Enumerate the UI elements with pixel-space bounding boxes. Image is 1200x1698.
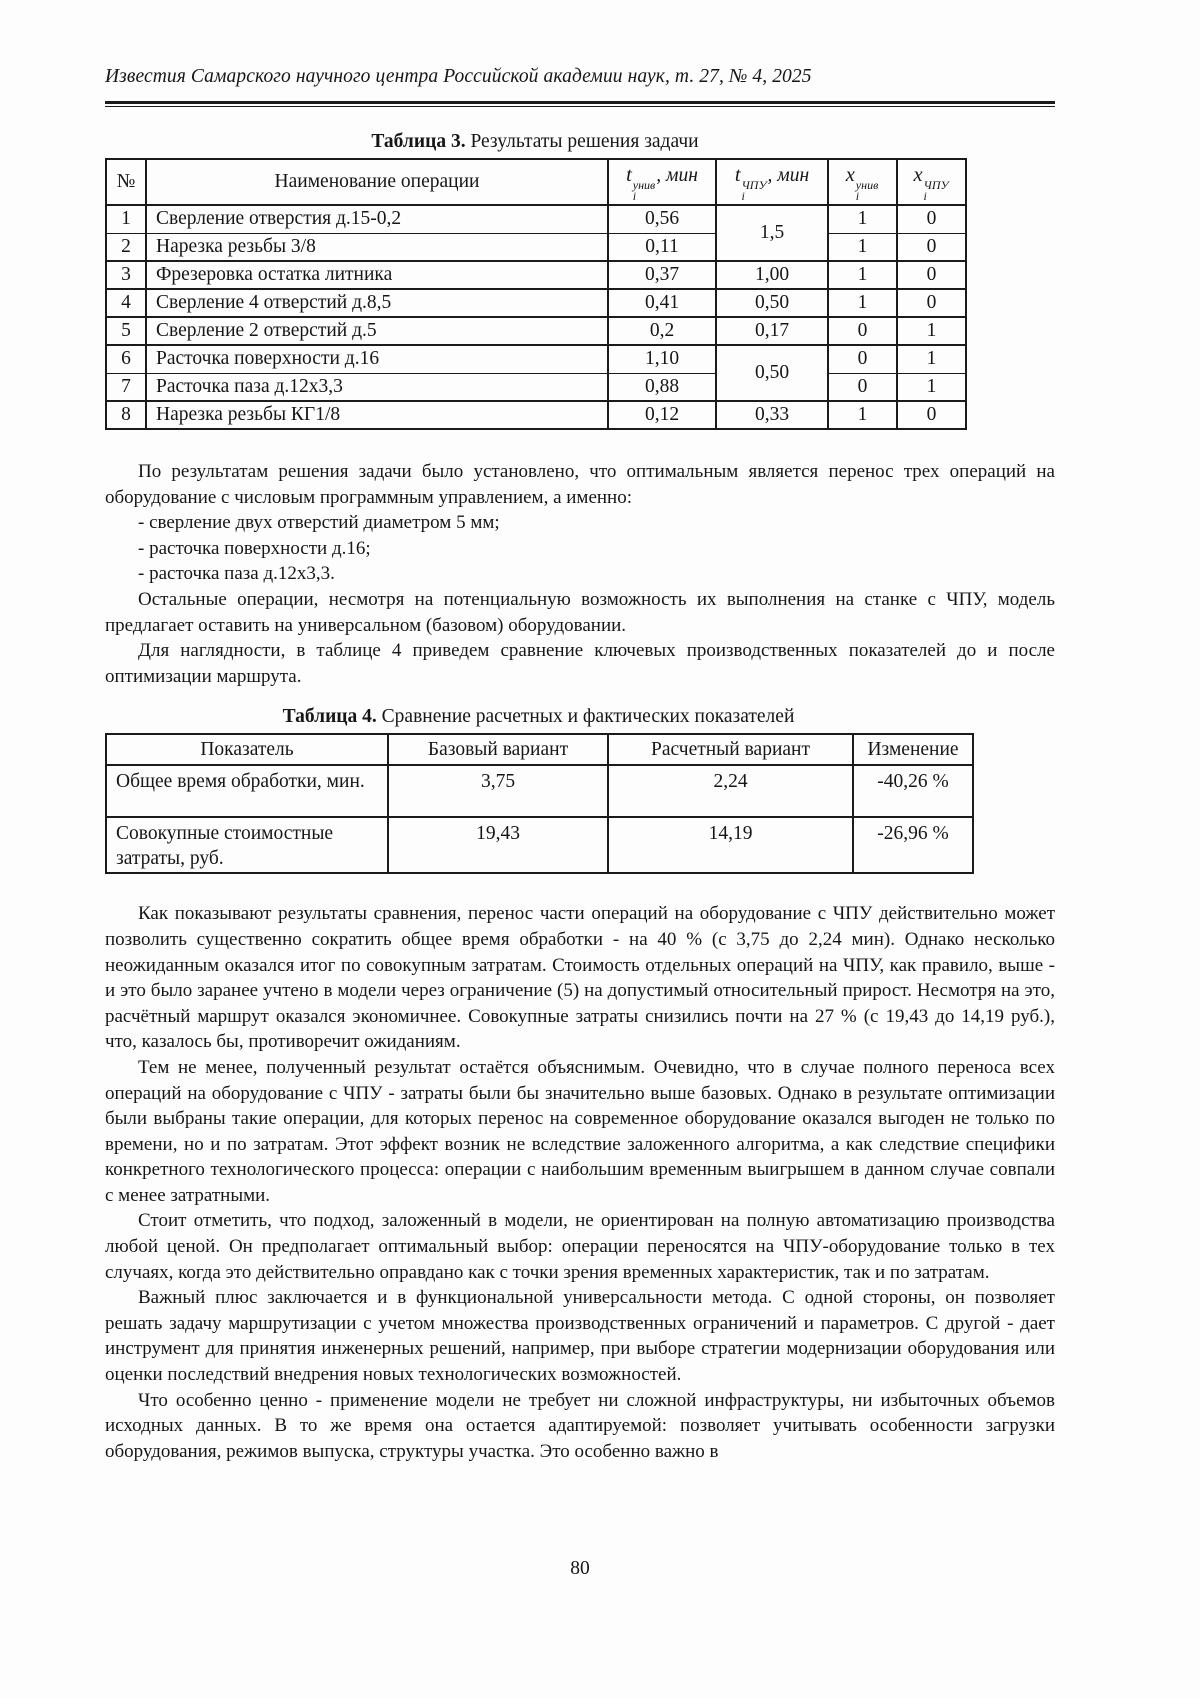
col-header-indicator: Показатель (106, 734, 388, 765)
table-row (106, 289, 966, 317)
cell-x-univ: 1 (828, 261, 897, 289)
cell-x-cnc: 0 (897, 401, 966, 429)
math-scripts: унив i (632, 177, 656, 203)
cell-x-univ: 0 (828, 345, 897, 373)
cell-x-cnc: 0 (897, 205, 966, 233)
table-row (106, 373, 966, 401)
cell-operation: Расточка паза д.12х3,3 (146, 373, 608, 401)
cell-t-univ: 0,56 (608, 205, 716, 233)
paragraph: По результатам решения задачи было установлено, что оптимальным является перенос трех операций на оборудование с числовым программным управлением, а именно: (105, 461, 1055, 508)
cell-indicator: Совокупные стоимостные затраты, руб. (106, 817, 388, 873)
col-header-calc: Расчетный вариант (608, 734, 853, 765)
cell-change-value: -26,96 % (853, 817, 973, 873)
col-header-x-cnc (897, 159, 966, 205)
cell-num: 3 (106, 261, 146, 289)
cell-x-cnc: 1 (897, 345, 966, 373)
table4-caption-label: Таблица 4. (282, 706, 377, 728)
comparison-table (105, 733, 974, 874)
cell-num: 6 (106, 345, 146, 373)
paragraph: Тем не менее, полученный результат остаётся объяснимым. Очевидно, что в случае полного переноса всех операций на оборудование с ЧПУ - затраты были бы значительно выше базовых. Однако в результате оптимизации были выбраны такие операции, для которых перенос на современное оборудование оказался выгоден не только по времени, но и по затратам. Этот эффект возник не вследствие заложенного алгоритма, а как следствие специфики конкретного технологического процесса: операции с наибольшим временным выигрышем в данном случае совпали с менее затратными. (105, 1056, 1055, 1206)
table3-caption-text: Результаты решения задачи (465, 131, 699, 152)
col-header-t-univ (608, 159, 716, 205)
cell-t-univ: 0,12 (608, 401, 716, 429)
list-item: - расточка поверхности д.16; (138, 537, 371, 559)
cell-x-univ: 1 (828, 289, 897, 317)
paragraph: Важный плюс заключается и в функциональной универсальности метода. С одной стороны, он позволяет решать задачу маршрутизации с учетом множества производственных ограничений и параметров. С другой - дает инструмент для принятия инженерных решений, например, при выборе стратегии модернизации оборудования или оценки последствий внедрения новых технологических возможностей. (105, 1287, 1055, 1386)
paragraph: Что особенно ценно - применение модели не требует ни сложной инфраструктуры, ни избыточных объемов исходных данных. В то же время она остается адаптируемой: позволяет учитывать особенности загрузки оборудования, режимов выпуска, структуры участка. Это особенно важно в (105, 1389, 1055, 1462)
cell-x-univ: 1 (828, 205, 897, 233)
cell-x-cnc: 1 (897, 317, 966, 345)
header-divider (105, 101, 1055, 107)
cell-x-cnc: 1 (897, 373, 966, 401)
table3-caption-label: Таблица 3. (371, 131, 466, 152)
math-var: t (626, 163, 632, 186)
cell-t-univ: 0,41 (608, 289, 716, 317)
cell-t-univ: 0,88 (608, 373, 716, 401)
journal-header: Известия Самарского научного центра Российской академии наук, т. 27, № 4, 2025 (105, 66, 812, 87)
cell-calc-value: 2,24 (608, 765, 853, 817)
results-table (105, 158, 967, 430)
cell-change-value: -40,26 % (853, 765, 973, 817)
cell-x-univ: 1 (828, 401, 897, 429)
col-header-base: Базовый вариант (388, 734, 608, 765)
cell-operation: Нарезка резьбы 3/8 (146, 233, 608, 261)
cell-num: 1 (106, 205, 146, 233)
math-scripts: ЧПУ i (741, 177, 767, 203)
cell-x-univ: 0 (828, 373, 897, 401)
col-header-x-univ (828, 159, 897, 205)
body-text-block-1 (105, 459, 1055, 689)
math-scripts: ЧПУ i (923, 177, 949, 203)
col-header-operation: Наименование операции (146, 159, 608, 205)
col-header-change: Изменение (853, 734, 973, 765)
table-row (106, 345, 966, 373)
cell-base-value: 3,75 (388, 765, 608, 817)
cell-num: 8 (106, 401, 146, 429)
cell-t-cnc-merged: 0,50 (716, 345, 828, 401)
body-text-block-2 (105, 901, 1055, 1464)
paragraph: Стоит отметить, что подход, заложенный в модели, не ориентирован на полную автоматизацию производства любой ценой. Он предполагает оптимальный выбор: операции переносятся на ЧПУ-оборудование только в тех случаях, когда это действительно оправдано как с точки зрения временных характеристик, так и по затратам. (105, 1210, 1055, 1283)
cell-x-cnc: 0 (897, 289, 966, 317)
cell-t-cnc: 0,33 (716, 401, 828, 429)
paragraph: Как показывают результаты сравнения, перенос части операций на оборудование с ЧПУ действительно может позволить существенно сократить общее время обработки - на 40 % (с 3,75 до 2,24 мин). Однако несколько неожиданным оказался итог по совокупным затратам. Стоимость отдельных операций на ЧПУ, как правило, выше - и это было заранее учтено в модели через ограничение (5) на допустимый относительный прирост. Несмотря на это, расчётный маршрут оказался экономичнее. Совокупные затраты снизились почти на 27 % (с 19,43 до 14,19 руб.), что, казалось бы, противоречит ожиданиям. (105, 903, 1055, 1053)
list-item: - расточка паза д.12х3,3. (138, 563, 335, 585)
cell-x-cnc: 0 (897, 233, 966, 261)
math-var: x (845, 163, 855, 186)
table-header-row (106, 159, 966, 205)
cell-operation: Расточка поверхности д.16 (146, 345, 608, 373)
cell-t-univ: 0,2 (608, 317, 716, 345)
table3-caption (105, 131, 965, 153)
results-table-body (106, 205, 966, 429)
cell-x-univ: 0 (828, 317, 897, 345)
table-header-row (106, 734, 973, 765)
cell-t-univ: 1,10 (608, 345, 716, 373)
table4-caption (105, 706, 972, 728)
math-scripts: унив i (855, 177, 879, 203)
cell-num: 5 (106, 317, 146, 345)
table-row (106, 261, 966, 289)
comparison-table-head (106, 734, 973, 765)
cell-calc-value: 14,19 (608, 817, 853, 873)
cell-base-value: 19,43 (388, 817, 608, 873)
cell-operation: Нарезка резьбы КГ1/8 (146, 401, 608, 429)
table-row (106, 765, 973, 817)
math-unit: , мин (767, 164, 810, 186)
cell-t-univ: 0,37 (608, 261, 716, 289)
cell-operation: Сверление отверстия д.15-0,2 (146, 205, 608, 233)
paragraph: Для наглядности, в таблице 4 приведем сравнение ключевых производственных показателей до и после оптимизации маршрута. (105, 640, 1055, 687)
cell-t-cnc: 0,50 (716, 289, 828, 317)
col-header-num: № (106, 159, 146, 205)
table-row (106, 817, 973, 873)
cell-x-univ: 1 (828, 233, 897, 261)
cell-operation: Сверление 4 отверстий д.8,5 (146, 289, 608, 317)
cell-indicator: Общее время обработки, мин. (106, 765, 388, 817)
math-unit: , мин (656, 164, 698, 186)
paragraph: Остальные операции, несмотря на потенциальную возможность их выполнения на станке с ЧПУ, модель предлагает оставить на универсальном (базовом) оборудовании. (105, 588, 1055, 636)
cell-t-cnc-merged: 1,5 (716, 205, 828, 261)
math-var: x (913, 163, 923, 186)
results-table-head (106, 159, 966, 205)
comparison-table-body (106, 765, 973, 873)
cell-num: 4 (106, 289, 146, 317)
page-number: 80 (570, 1558, 590, 1579)
cell-t-univ: 0,11 (608, 233, 716, 261)
table4-caption-text: Сравнение расчетных и фактических показателей (376, 706, 795, 728)
table-row (106, 401, 966, 429)
cell-t-cnc: 1,00 (716, 261, 828, 289)
math-var: t (734, 163, 741, 186)
cell-num: 7 (106, 373, 146, 401)
cell-t-cnc: 0,17 (716, 317, 828, 345)
list-item: - сверление двух отверстий диаметром 5 мм; (138, 512, 500, 534)
cell-operation: Фрезеровка остатка литника (146, 261, 608, 289)
cell-num: 2 (106, 233, 146, 261)
cell-operation: Сверление 2 отверстий д.5 (146, 317, 608, 345)
col-header-t-cnc (716, 159, 828, 205)
table-row (106, 317, 966, 345)
table-row (106, 205, 966, 233)
cell-x-cnc: 0 (897, 261, 966, 289)
table-row (106, 233, 966, 261)
